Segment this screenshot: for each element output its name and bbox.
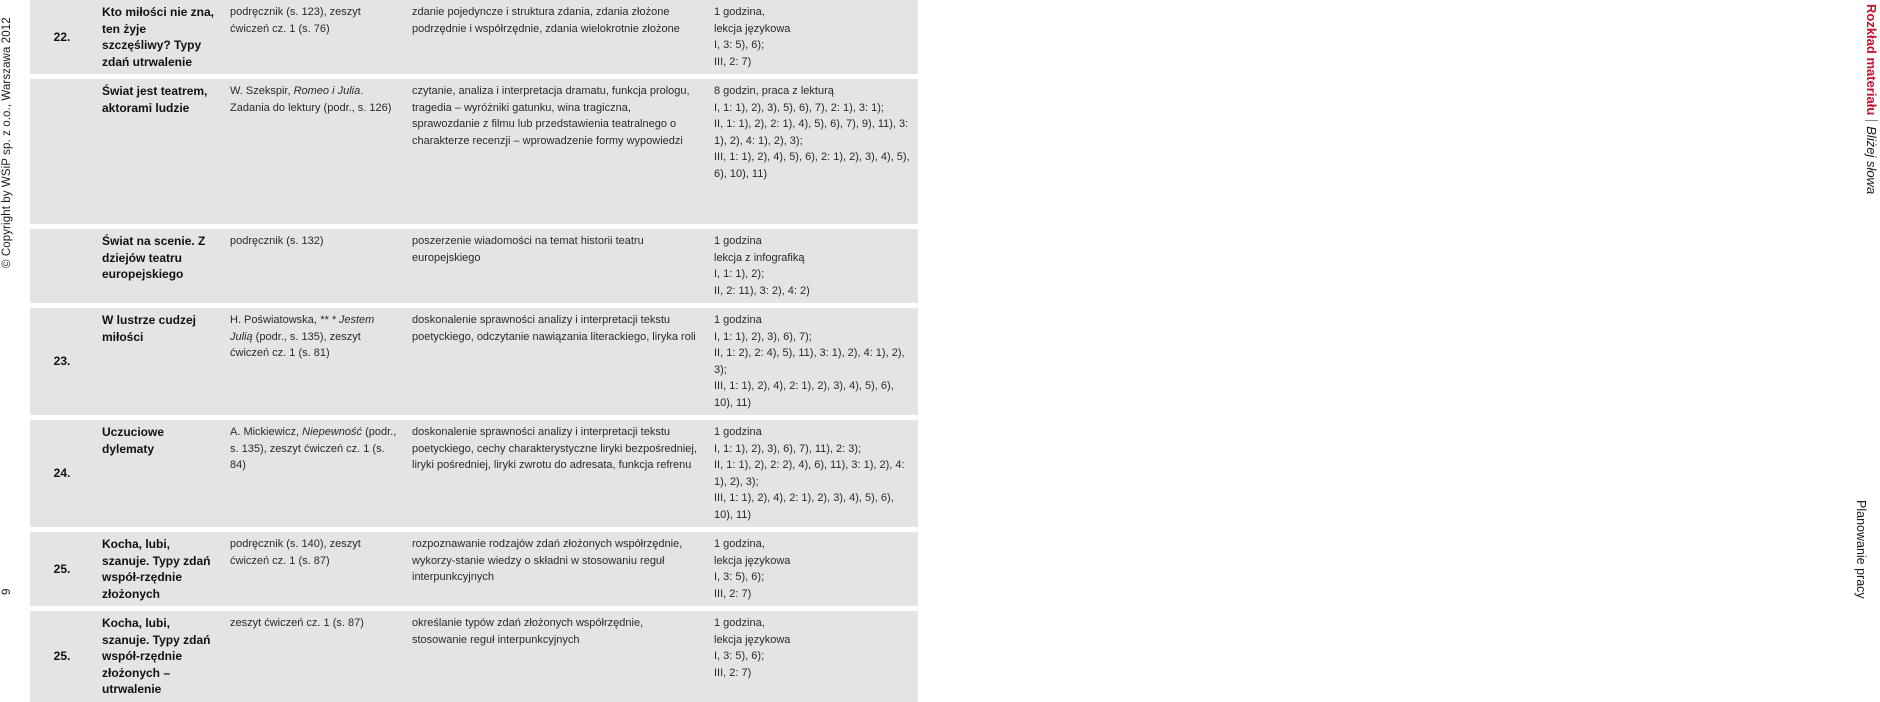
table-row (30, 0, 918, 77)
lesson-requirements: czytanie, analiza i interpretacja dramatu, funkcja prologu, tragedia – wyróżniki gatunku, wina tragiczna, sprawozdanie z filmu lub przedstawienia teatralnego o charakterze recenzji – wprowadzenie formy wypowiedzi (404, 77, 706, 227)
hours-line: II, 1: 1), 2), 2: 2), 4), 6), 11), 3: 1), 2), 4: 1), 2), 3); (714, 459, 905, 488)
hours-line: lekcja językowa (714, 22, 791, 35)
material-title: Niepewność (302, 426, 363, 438)
lesson-hours (706, 77, 918, 227)
lesson-material: podręcznik (s. 140), zeszyt ćwiczeń cz. 1 (s. 87) (222, 530, 404, 609)
hours-line: I, 3: 5), 6); (714, 571, 765, 583)
hours-line: 1 godzina (714, 314, 762, 326)
lesson-number: 22. (30, 0, 94, 77)
hours-line: III, 2: 7) (714, 666, 752, 679)
lesson-hours (706, 0, 918, 77)
lesson-requirements: doskonalenie sprawności analizy i interpretacji tekstu poetyckiego, odczytanie nawiązania literackiego, liryka roli (404, 306, 706, 418)
hours-line: II, 1: 1), 2), 2: 1), 4), 5), 6), 7), 9), 11), 3: 1), 2), 4: 1), 2), 3); (714, 118, 909, 147)
lesson-topic: W lustrze cudzej miłości (94, 306, 222, 418)
hours-line: lekcja z infografiką (714, 251, 805, 264)
table-row (30, 609, 918, 702)
hours-line: 1 godzina, (714, 617, 765, 629)
lesson-hours (706, 227, 918, 306)
page-number: 9 (1, 588, 13, 595)
hours-line: III, 1: 1), 2), 4), 2: 1), 2), 3), 4), 5), 6), 10), 11) (714, 492, 894, 521)
lesson-hours (706, 306, 918, 418)
lesson-topic: Kocha, lubi, szanuje. Typy zdań współ-rzędnie złożonych (94, 530, 222, 609)
section-divider (1865, 120, 1878, 121)
lesson-material (222, 77, 404, 227)
material-author: A. Mickiewicz, (230, 426, 303, 438)
hours-line: 1 godzina, (714, 538, 765, 550)
lesson-hours (706, 609, 918, 702)
hours-line: I, 1: 1), 2); (714, 268, 765, 280)
material-author: H. Poświatowska, (230, 314, 320, 326)
lesson-requirements: doskonalenie sprawności analizy i interpretacji tekstu poetyckiego, cechy charakterystyczne liryki bezpośredniej, liryki pośredniej, liryki zwrotu do adresata, funkcja refrenu (404, 418, 706, 530)
table-row (30, 227, 918, 306)
hours-line: I, 3: 5), 6); (714, 650, 765, 662)
left-margin (0, 0, 22, 596)
table-row (30, 530, 918, 609)
curriculum-table (30, 0, 918, 702)
hours-line: II, 2: 11), 3: 2), 4: 2) (714, 284, 810, 297)
section-title: Rozkład materiału (1864, 4, 1879, 116)
lesson-topic: Kocha, lubi, szanuje. Typy zdań współ-rzędnie złożonych – utrwalenie (94, 609, 222, 702)
lesson-topic: Uczuciowe dylematy (94, 418, 222, 530)
table-row (30, 306, 918, 418)
lesson-number: 23. (30, 306, 94, 418)
copyright-text: © Copyright by WSiP sp. z o.o., Warszawa 2012 (1, 17, 13, 268)
hours-line: III, 1: 1), 2), 4), 2: 1), 2), 3), 4), 5), 6), 10), 11) (714, 380, 894, 409)
hours-line: I, 3: 5), 6); (714, 39, 765, 51)
right-margin (920, 0, 1879, 599)
material-details: (podr., s. 135), zeszyt ćwiczeń cz. 1 (s. 84) (230, 426, 397, 471)
lesson-number: 24. (30, 418, 94, 530)
hours-line: 8 godzin, praca z lekturą (714, 85, 834, 97)
lesson-material (222, 306, 404, 418)
material-title: Romeo i Julia (293, 85, 361, 97)
hours-line: I, 1: 1), 2), 3), 6), 7); (714, 330, 812, 343)
material-details: (podr., s. 135), zeszyt ćwiczeń cz. 1 (s. 81) (230, 330, 361, 359)
lesson-number: 25. (30, 609, 94, 702)
lesson-topic: Świat na scenie. Z dziejów teatru europejskiego (94, 227, 222, 306)
lesson-material (222, 418, 404, 530)
table-row (30, 77, 918, 227)
lesson-requirements: rozpoznawanie rodzajów zdań złożonych współrzędnie, wykorzy-stanie wiedzy o składni w stosowaniu reguł interpunkcyjnych (404, 530, 706, 609)
material-author: W. Szekspir, (230, 85, 294, 97)
hours-line: III, 2: 7) (714, 587, 752, 600)
lesson-requirements: poszerzenie wiadomości na temat historii teatru europejskiego (404, 227, 706, 306)
hours-line: III, 2: 7) (714, 55, 752, 68)
hours-line: III, 1: 1), 2), 4), 5), 6), 2: 1), 2), 3), 4), 5), 6), 10), 11) (714, 151, 910, 180)
lesson-requirements: określanie typów zdań złożonych współrzędnie, stosowanie reguł interpunkcyjnych (404, 609, 706, 702)
hours-line: 1 godzina, (714, 6, 765, 18)
hours-line: I, 1: 1), 2), 3), 5), 6), 7), 2: 1), 3: 1); (714, 101, 884, 114)
lesson-topic: Kto miłości nie zna, ten żyje szczęśliwy? Typy zdań utrwalenie (94, 0, 222, 77)
hours-line: 1 godzina (714, 426, 762, 438)
material-details: . Zadania do lektury (podr., s. 126) (230, 85, 392, 114)
lesson-number (30, 77, 94, 227)
hours-line: I, 1: 1), 2), 3), 6), 7), 11), 2: 3); (714, 442, 862, 455)
lesson-requirements: zdanie pojedyncze i struktura zdania, zdania złożone podrzędnie i współrzędnie, zdania wielokrotnie złożone (404, 0, 706, 77)
lesson-hours (706, 530, 918, 609)
material-title: ** * Jestem Julią (230, 314, 375, 343)
lesson-number (30, 227, 94, 306)
lesson-material: podręcznik (s. 132) (222, 227, 404, 306)
footer-title: Planowanie pracy (1854, 500, 1868, 599)
lesson-topic: Świat jest teatrem, aktorami ludzie (94, 77, 222, 227)
lesson-material: podręcznik (s. 123), zeszyt ćwiczeń cz. 1 (s. 76) (222, 0, 404, 77)
lesson-hours (706, 418, 918, 530)
section-header (1862, 4, 1880, 194)
table-row (30, 418, 918, 530)
hours-line: lekcja językowa (714, 554, 791, 567)
hours-line: II, 1: 2), 2: 4), 5), 11), 3: 1), 2), 4: 1), 2), 3); (714, 347, 905, 376)
hours-line: 1 godzina (714, 235, 762, 247)
hours-line: lekcja językowa (714, 633, 791, 646)
lesson-material: zeszyt ćwiczeń cz. 1 (s. 87) (222, 609, 404, 702)
lesson-number: 25. (30, 530, 94, 609)
section-subtitle: Bliżej słowa (1864, 126, 1879, 195)
